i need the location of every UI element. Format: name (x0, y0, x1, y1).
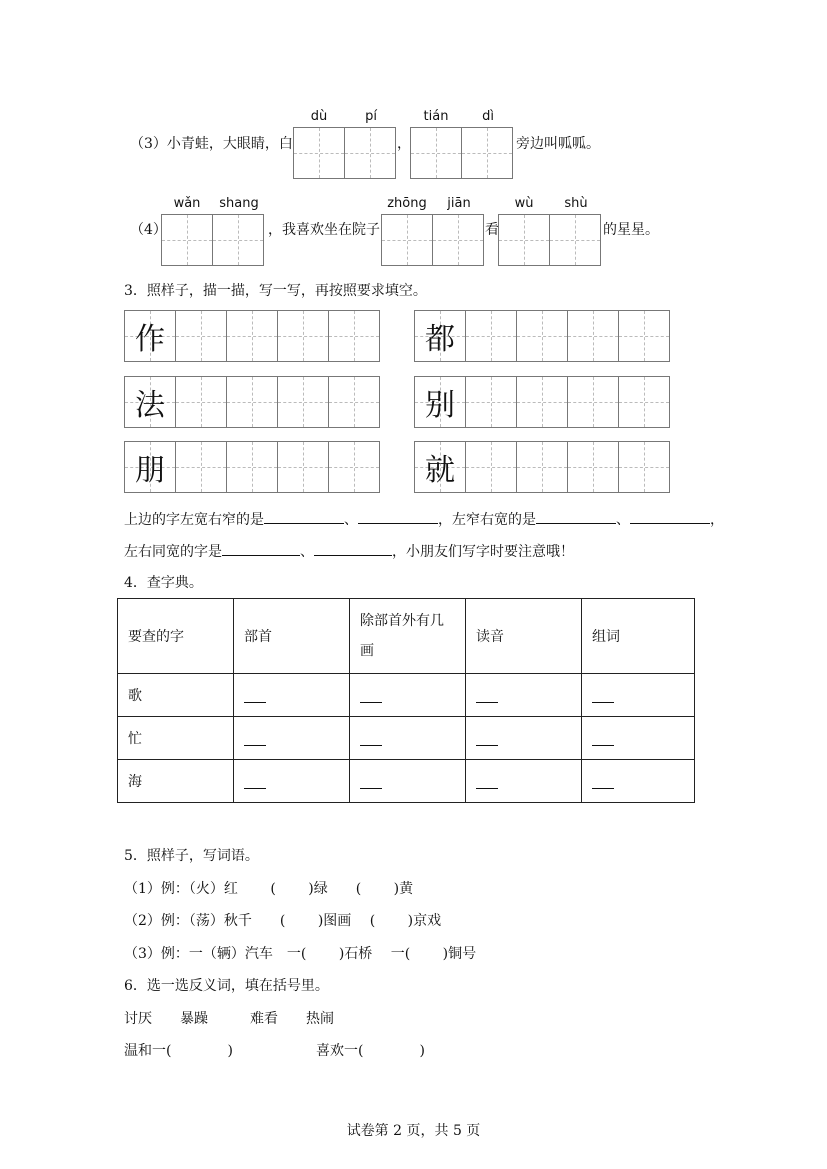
answer-cell[interactable] (350, 674, 466, 717)
q5-line[interactable]: （2）例：（荡）秋千 ( )图画 ( )京戏 (124, 913, 442, 929)
char-grid-bie (414, 376, 669, 428)
answer-blank[interactable] (358, 509, 438, 524)
q6-title: 6．选一选反义词，填在括号里。 (124, 978, 329, 994)
q6-pair[interactable]: 喜欢一( ) (316, 1043, 425, 1059)
item4-prefix: （4） (130, 222, 167, 238)
practice-cell[interactable] (277, 441, 329, 493)
answer-cell[interactable] (350, 717, 466, 760)
char-grid-peng (124, 441, 379, 493)
practice-cell[interactable] (516, 376, 568, 428)
pinyin-du: dù (310, 109, 328, 124)
practice-cell[interactable] (277, 376, 329, 428)
practice-cell[interactable] (618, 310, 670, 362)
practice-cell[interactable] (328, 376, 380, 428)
header-cell: 读音 (466, 599, 582, 674)
write-box[interactable] (293, 127, 345, 179)
answer-cell[interactable] (582, 717, 695, 760)
pinyin-tian: tián (423, 109, 449, 124)
char-grid-zuo (124, 310, 379, 362)
pinyin-shang: shang (219, 196, 259, 211)
answer-blank[interactable] (314, 541, 392, 556)
header-cell: 组词 (582, 599, 695, 674)
item4-mid2: 看 (485, 222, 499, 238)
practice-cell[interactable] (175, 376, 227, 428)
table-row (118, 674, 695, 717)
table-row (118, 717, 695, 760)
q3-fill-line1 (124, 509, 724, 530)
fill-text: 、 (344, 512, 358, 528)
item4-mid1: ，我喜欢坐在院子 (268, 222, 380, 238)
write-box[interactable] (344, 127, 396, 179)
practice-cell[interactable] (175, 441, 227, 493)
header-cell: 除部首外有几画 (350, 599, 466, 674)
sample-char: 就 (425, 453, 455, 488)
answer-cell[interactable] (466, 674, 582, 717)
practice-cell[interactable] (226, 376, 278, 428)
q6-word-bank: 讨厌 暴躁 难看 热闹 (124, 1011, 334, 1027)
pinyin-zhong: zhōng (387, 196, 427, 211)
table-header-row (118, 599, 695, 674)
pinyin-pi: pí (365, 109, 377, 124)
item4-suffix: 的星星。 (603, 222, 659, 238)
write-box[interactable] (212, 214, 264, 266)
answer-blank[interactable] (536, 509, 616, 524)
q5-line[interactable]: （3）例：一（辆）汽车 一( )石桥 一( )铜号 (124, 946, 477, 962)
answer-blank[interactable] (630, 509, 710, 524)
header-cell: 要查的字 (118, 599, 234, 674)
dictionary-table (117, 598, 695, 803)
sample-char: 朋 (135, 453, 165, 488)
sample-char-cell (414, 376, 466, 428)
fill-text: 、 (616, 512, 630, 528)
sample-char-cell (124, 310, 176, 362)
practice-cell[interactable] (226, 441, 278, 493)
fill-text: 上边的字左宽右窄的是 (124, 512, 264, 528)
practice-cell[interactable] (328, 310, 380, 362)
q3-fill-line2 (124, 541, 574, 562)
answer-cell[interactable] (234, 674, 350, 717)
practice-cell[interactable] (328, 441, 380, 493)
answer-cell[interactable] (466, 760, 582, 803)
practice-cell[interactable] (465, 441, 517, 493)
fill-text: 、 (300, 544, 314, 560)
answer-cell[interactable] (234, 717, 350, 760)
answer-cell[interactable] (582, 674, 695, 717)
answer-cell[interactable] (466, 717, 582, 760)
answer-blank[interactable] (264, 509, 344, 524)
lookup-char: 忙 (118, 717, 234, 760)
sample-char-cell (414, 310, 466, 362)
sample-char: 作 (135, 322, 165, 357)
q6-pair[interactable]: 温和一( ) (124, 1043, 233, 1059)
practice-cell[interactable] (567, 441, 619, 493)
answer-blank[interactable] (222, 541, 300, 556)
practice-cell[interactable] (465, 376, 517, 428)
pinyin-shu: shù (564, 196, 588, 211)
fill-text: ，左窄右宽的是 (438, 512, 536, 528)
write-box[interactable] (549, 214, 601, 266)
practice-cell[interactable] (567, 310, 619, 362)
answer-cell[interactable] (234, 760, 350, 803)
q5-line[interactable]: （1）例：（火）红 ( )绿 ( )黄 (124, 881, 414, 897)
pinyin-wan: wǎn (173, 196, 201, 211)
q3-title: 3．照样子，描一描，写一写，再按照要求填空。 (124, 283, 427, 299)
sample-char: 都 (425, 322, 455, 357)
practice-cell[interactable] (226, 310, 278, 362)
header-cell: 部首 (234, 599, 350, 674)
answer-cell[interactable] (350, 760, 466, 803)
write-box[interactable] (461, 127, 513, 179)
practice-cell[interactable] (618, 441, 670, 493)
item3-prefix: （3）小青蛙，大眼睛，白 (130, 136, 293, 152)
char-grid-fa (124, 376, 379, 428)
fill-text: 左右同宽的字是 (124, 544, 222, 560)
write-box[interactable] (161, 214, 213, 266)
practice-cell[interactable] (277, 310, 329, 362)
practice-cell[interactable] (465, 310, 517, 362)
lookup-char: 歌 (118, 674, 234, 717)
practice-cell[interactable] (618, 376, 670, 428)
item3-suffix: 旁边叫呱呱。 (516, 136, 600, 152)
q5-title: 5．照样子，写词语。 (124, 848, 259, 864)
table-row (118, 760, 695, 803)
pinyin-wu: wù (514, 196, 534, 211)
write-box[interactable] (410, 127, 462, 179)
answer-cell[interactable] (582, 760, 695, 803)
practice-cell[interactable] (516, 310, 568, 362)
char-grid-dou (414, 310, 669, 362)
lookup-char: 海 (118, 760, 234, 803)
sample-char: 别 (425, 388, 455, 423)
page-footer: 试卷第 2 页，共 5 页 (346, 1123, 481, 1139)
practice-cell[interactable] (516, 441, 568, 493)
q4-title: 4．查字典。 (124, 575, 203, 591)
sample-char-cell (124, 376, 176, 428)
pinyin-di: dì (482, 109, 494, 124)
fill-text: ， (710, 512, 724, 528)
char-grid-jiu (414, 441, 669, 493)
sample-char: 法 (135, 388, 165, 423)
item3-comma: ， (397, 136, 411, 152)
sample-char-cell (124, 441, 176, 493)
write-box[interactable] (381, 214, 433, 266)
practice-cell[interactable] (175, 310, 227, 362)
sample-char-cell (414, 441, 466, 493)
write-box[interactable] (432, 214, 484, 266)
practice-cell[interactable] (567, 376, 619, 428)
write-box[interactable] (498, 214, 550, 266)
pinyin-jian: jiān (447, 196, 471, 211)
fill-text: ，小朋友们写字时要注意哦！ (392, 544, 574, 560)
